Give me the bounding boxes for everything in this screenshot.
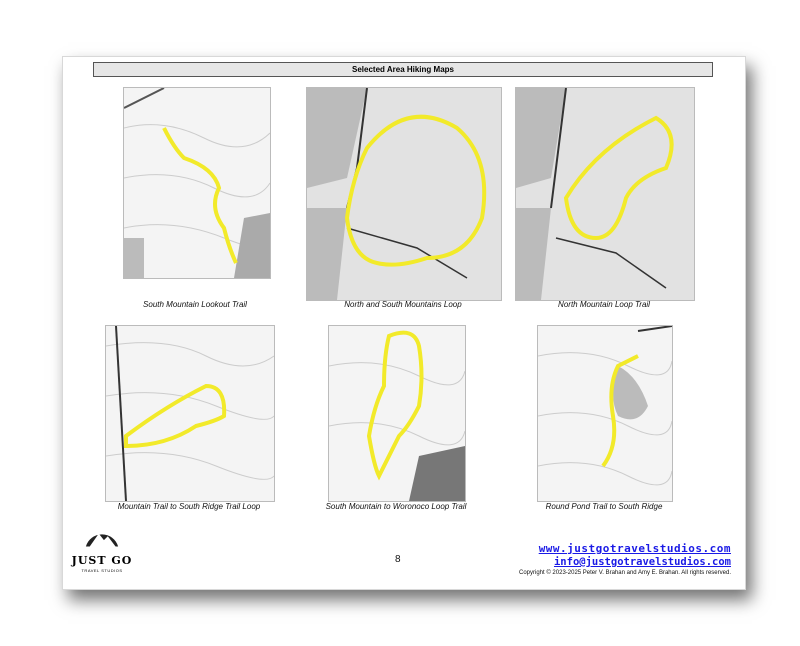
map-south-mountain-woronoco [328, 325, 466, 502]
page-title: Selected Area Hiking Maps [93, 62, 713, 77]
map-5-caption: South Mountain to Woronoco Loop Trail [325, 502, 467, 511]
map-3-caption: North Mountain Loop Trail [558, 300, 650, 309]
email-link[interactable]: info@justgotravelstudios.com [553, 556, 731, 568]
map-2-graphic [307, 88, 501, 300]
just-go-logo [69, 522, 135, 584]
map-1-graphic [124, 88, 270, 278]
map-4-caption: Mountain Trail to South Ridge Trail Loop [117, 502, 261, 511]
map-round-pond-south-ridge [537, 325, 673, 502]
map-6-caption: Round Pond Trail to South Ridge [545, 502, 663, 511]
website-link[interactable]: www.justgotravelstudios.com [538, 542, 731, 555]
logo-subtext: TRAVEL STUDIOS [81, 568, 123, 573]
copyright-notice: Copyright © 2023-2025 Peter V. Brahan and Amy E. Brahan. All rights reserved. [519, 570, 731, 576]
map-south-mountain-lookout [123, 87, 271, 279]
map-north-south-loop [306, 87, 502, 301]
map-mountain-trail-south-ridge [105, 325, 275, 502]
map-6-graphic [538, 326, 672, 501]
map-north-mountain-loop [515, 87, 695, 301]
map-4-graphic [106, 326, 274, 501]
map-1-caption: South Mountain Lookout Trail [143, 300, 247, 309]
logo-text: JUST GO [71, 554, 133, 567]
map-3-graphic [516, 88, 694, 300]
map-2-caption: North and South Mountains Loop [344, 300, 462, 309]
page-number: 8 [395, 554, 401, 565]
brochure-page [62, 56, 746, 590]
map-5-graphic [329, 326, 465, 501]
